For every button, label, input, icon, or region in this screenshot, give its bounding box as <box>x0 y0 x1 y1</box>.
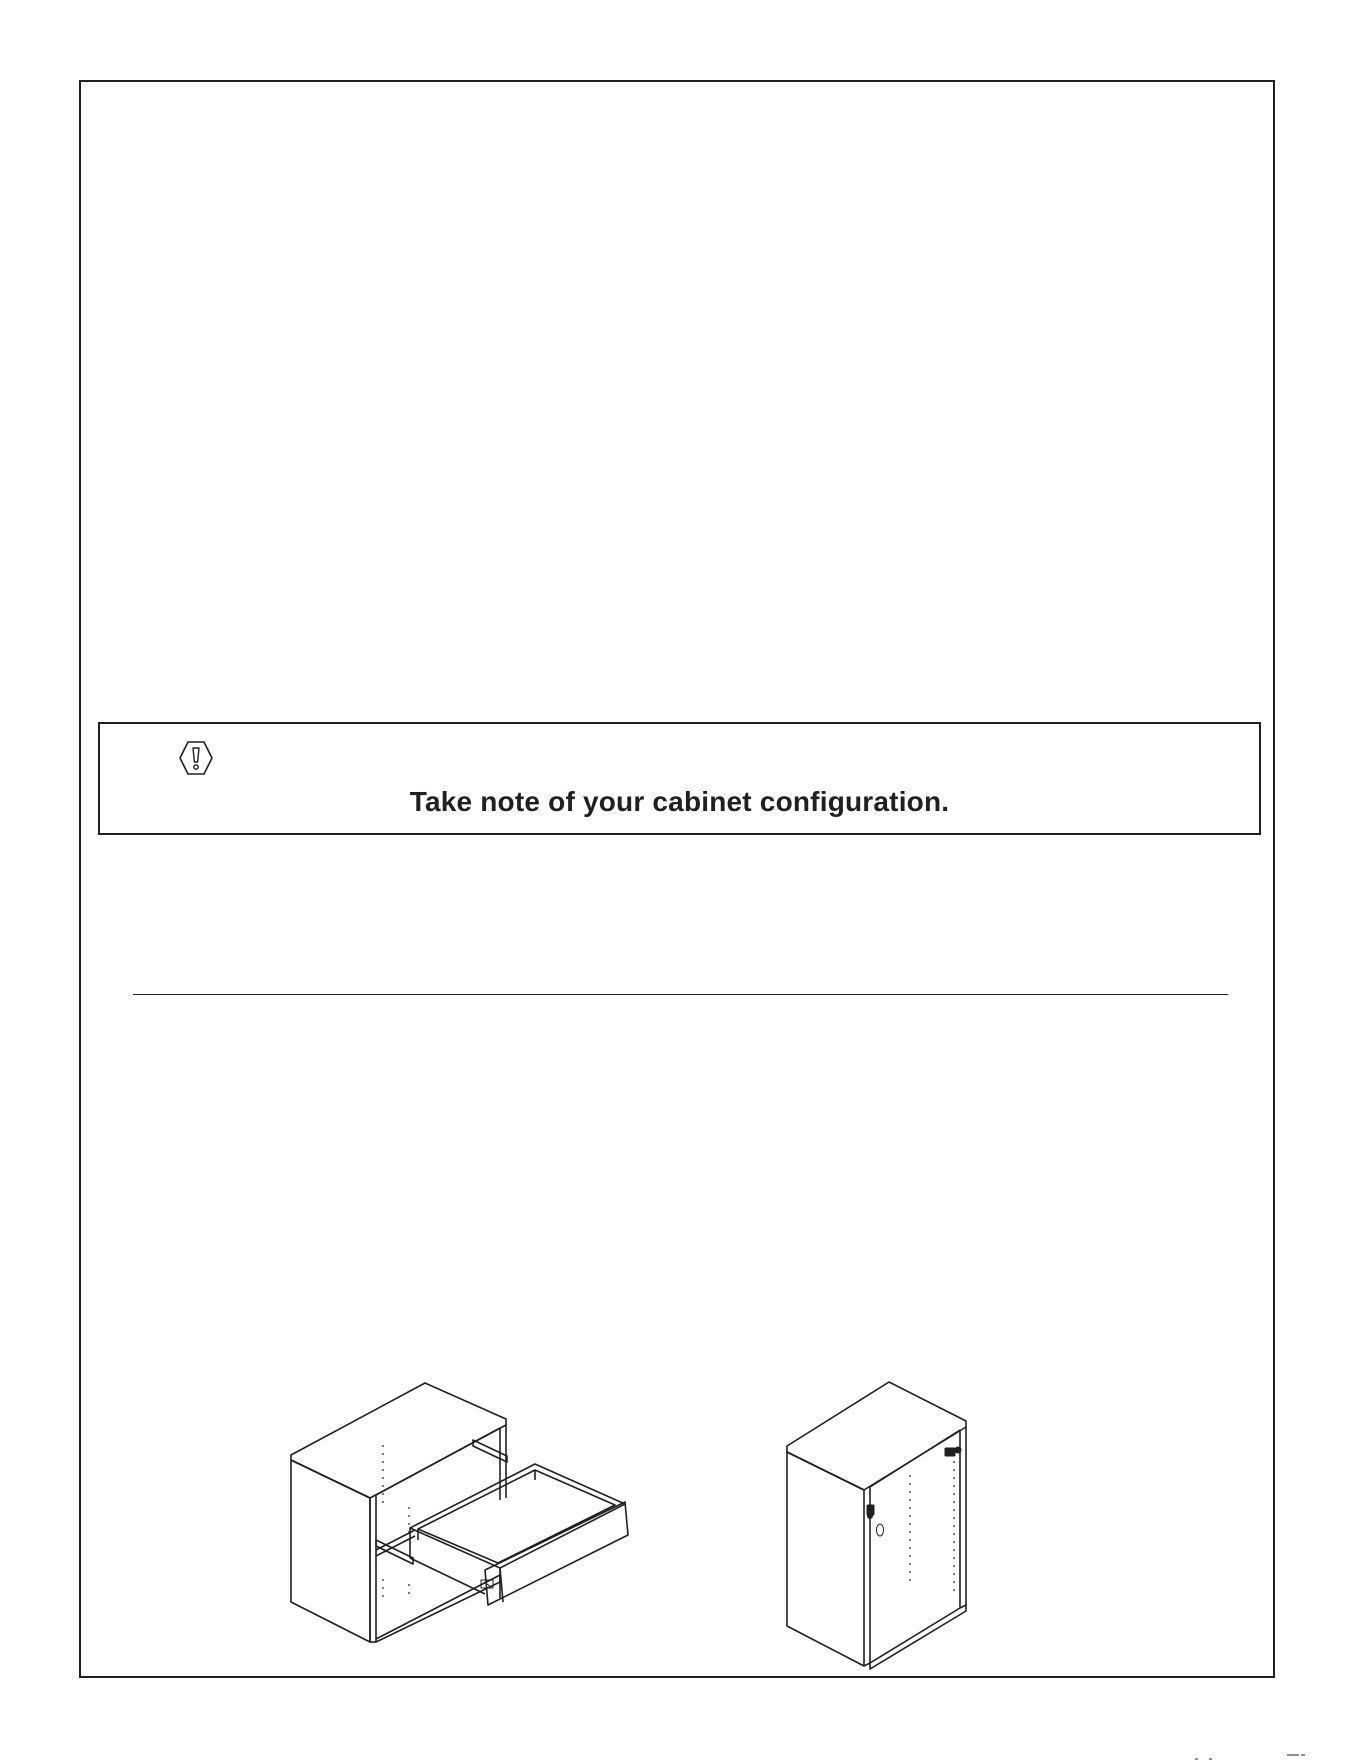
page-frame <box>79 80 1275 1678</box>
caution-icon <box>178 740 214 776</box>
cabinet-with-drawer-illustration <box>285 1380 650 1645</box>
notice-text: Take note of your cabinet configuration. <box>409 786 950 817</box>
notice-box <box>98 722 1261 835</box>
footer-print-marks <box>1195 1753 1315 1761</box>
cabinet-with-door-hinges-illustration <box>782 1380 972 1670</box>
section-divider <box>133 994 1228 995</box>
